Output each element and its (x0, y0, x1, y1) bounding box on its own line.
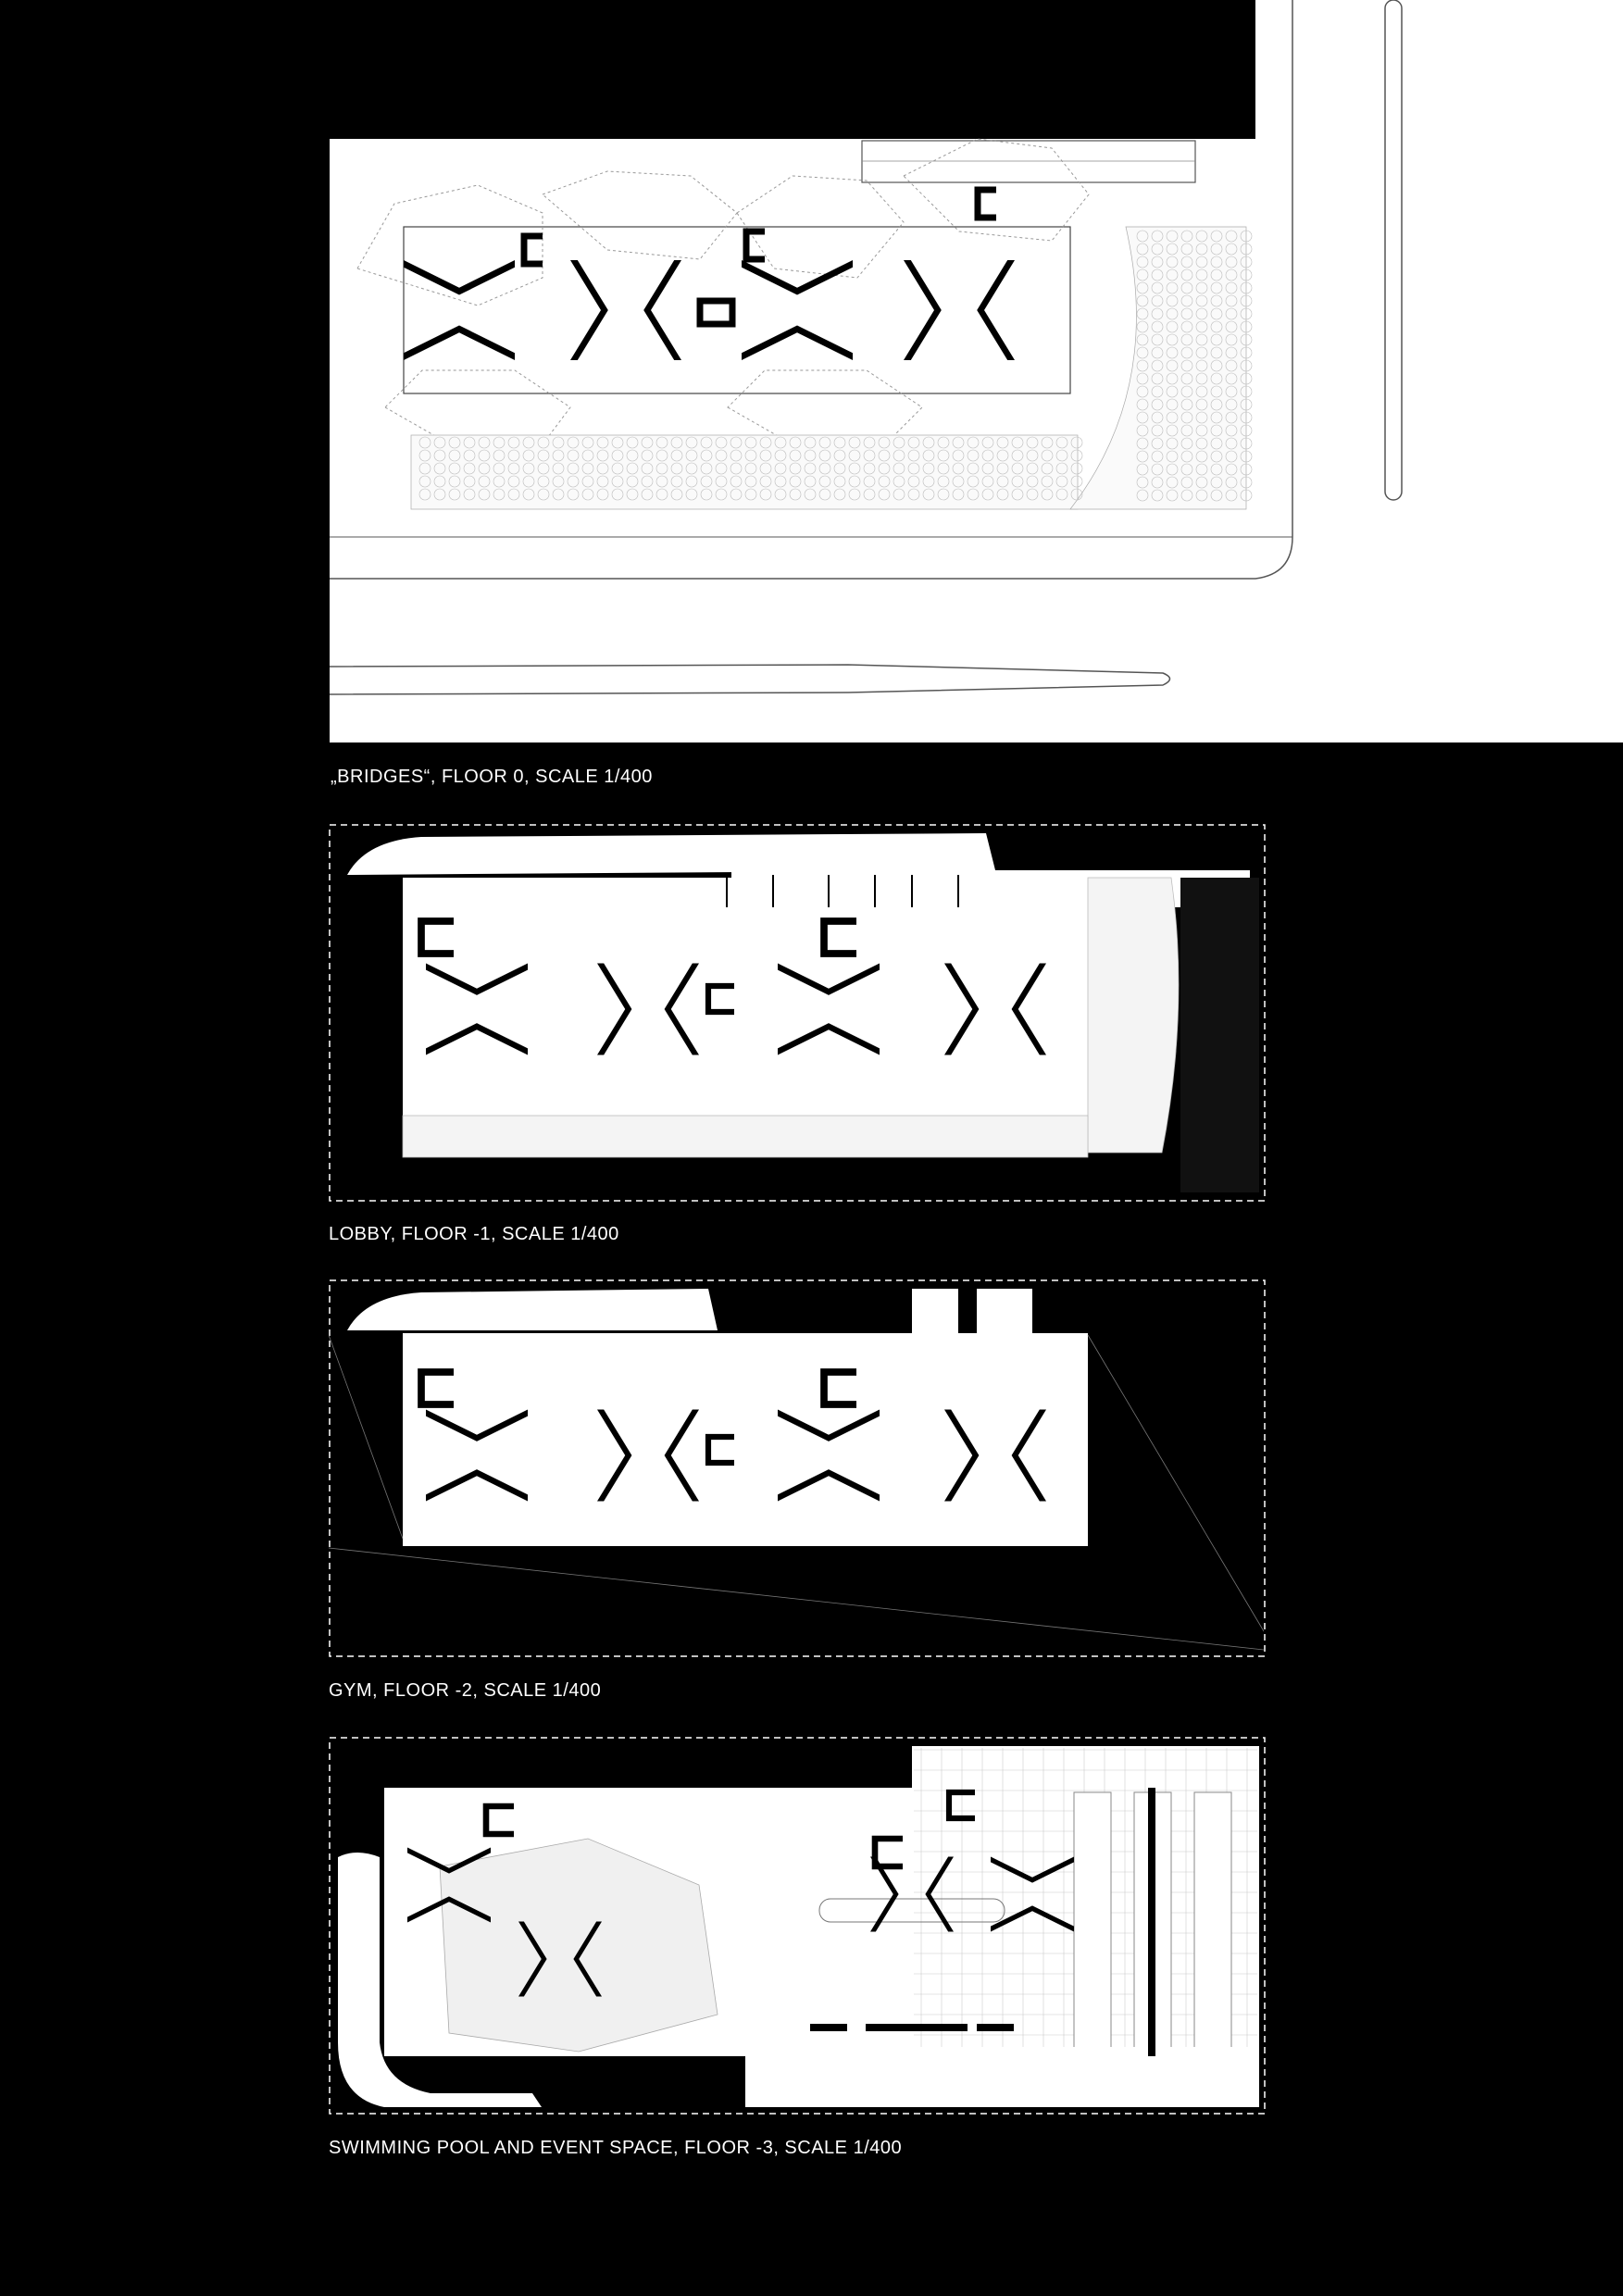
floor-0-bridges-plan (330, 0, 1623, 742)
floor-minus-2-gym-plan (329, 1279, 1266, 1657)
floor-minus-3-pool-plan (329, 1737, 1266, 2115)
floor-minus-1-lobby-plan (329, 824, 1266, 1202)
floor-minus-2-caption: GYM, FLOOR -2, SCALE 1/400 (329, 1680, 602, 1701)
floor-minus-1-caption: LOBBY, FLOOR -1, SCALE 1/400 (329, 1224, 619, 1244)
floor-0-caption: „BRIDGES“, FLOOR 0, SCALE 1/400 (331, 767, 653, 787)
floor-minus-3-caption: SWIMMING POOL AND EVENT SPACE, FLOOR -3, SCALE 1/400 (329, 2138, 903, 2158)
